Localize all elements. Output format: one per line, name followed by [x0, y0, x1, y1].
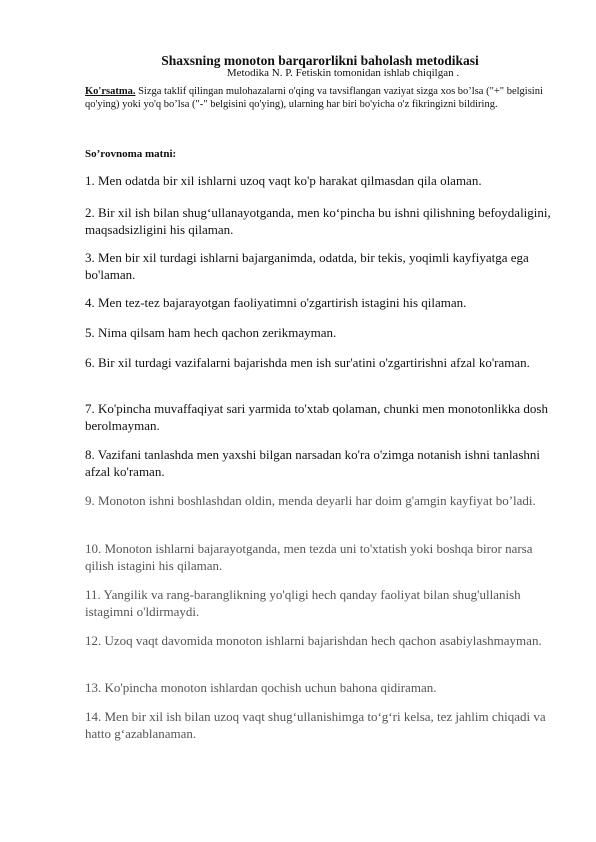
question-item: 11. Yangilik va rang-baranglikning yo'qligi hech qanday faoliyat bilan shug'ullanish istagimni o'ldirmaydi.	[85, 587, 521, 619]
question-item: 14. Men bir xil ish bilan uzoq vaqt shug‘ullanishimga to‘g‘ri kelsa, tez jahlim chiqadi va hatto g‘azablanaman.	[85, 709, 546, 741]
question-item: 10. Monoton ishlarni bajarayotganda, men tezda uni to'xtatish yoki boshqa biror narsa qilish istagini his qilaman.	[85, 541, 533, 573]
instruction-label: Ko'rsatma.	[85, 86, 136, 97]
page-subtitle: Metodika N. P. Fetiskin tomonidan ishlab chiqilgan .	[226, 67, 460, 79]
survey-heading: So’rovnoma matni:	[85, 148, 177, 160]
question-item: 12. Uzoq vaqt davomida monoton ishlarni bajarishdan hech qachon asabiylashmayman.	[85, 633, 542, 648]
question-item: 5. Nima qilsam ham hech qachon zerikmayman.	[85, 325, 337, 340]
question-item: 9. Monoton ishni boshlashdan oldin, menda deyarli har doim g'amgin kayfiyat bo’ladi.	[85, 493, 536, 508]
question-item: 1. Men odatda bir xil ishlarni uzoq vaqt ko'p harakat qilmasdan qila olaman.	[85, 173, 482, 188]
question-item: 2. Bir xil ish bilan shug‘ullanayotganda, men ko‘pincha bu ishni qilishning befoydaligini, maqsadsizligini his qilaman.	[85, 205, 551, 237]
question-item: 13. Ko'pincha monoton ishlardan qochish uchun bahona qidiraman.	[85, 680, 437, 695]
page-title: Shaxsning monoton barqarorlikni baholash metodikasi	[161, 53, 479, 68]
question-item: 6. Bir xil turdagi vazifalarni bajarishda men ish sur'atini o'zgartirishni afzal ko'raman.	[85, 355, 530, 370]
instruction-text: Sizga taklif qilingan mulohazalarni o'qing va tavsiflangan vaziyat sizga xos bo’lsa ("+" belgisini qo'ying) yoki yo'q bo’lsa ("-" belgisini qo'ying), ularning har biri bo'yicha o'z fikringizni bildiring.	[85, 86, 543, 110]
question-item: 4. Men tez-tez bajarayotgan faoliyatimni o'zgartirish istagini his qilaman.	[85, 295, 467, 310]
question-item: 3. Men bir xil turdagi ishlarni bajarganimda, odatda, bir tekis, yoqimli kayfiyatga ega bo'laman.	[85, 250, 529, 282]
question-item: 7. Ko'pincha muvaffaqiyat sari yarmida to'xtab qolaman, chunki men monotonlikka dosh berolmayman.	[85, 401, 548, 433]
instruction-paragraph	[85, 85, 555, 111]
question-item: 8. Vazifani tanlashda men yaxshi bilgan narsadan ko'ra o'zimga notanish ishni tanlashni afzal ko'raman.	[85, 447, 540, 479]
